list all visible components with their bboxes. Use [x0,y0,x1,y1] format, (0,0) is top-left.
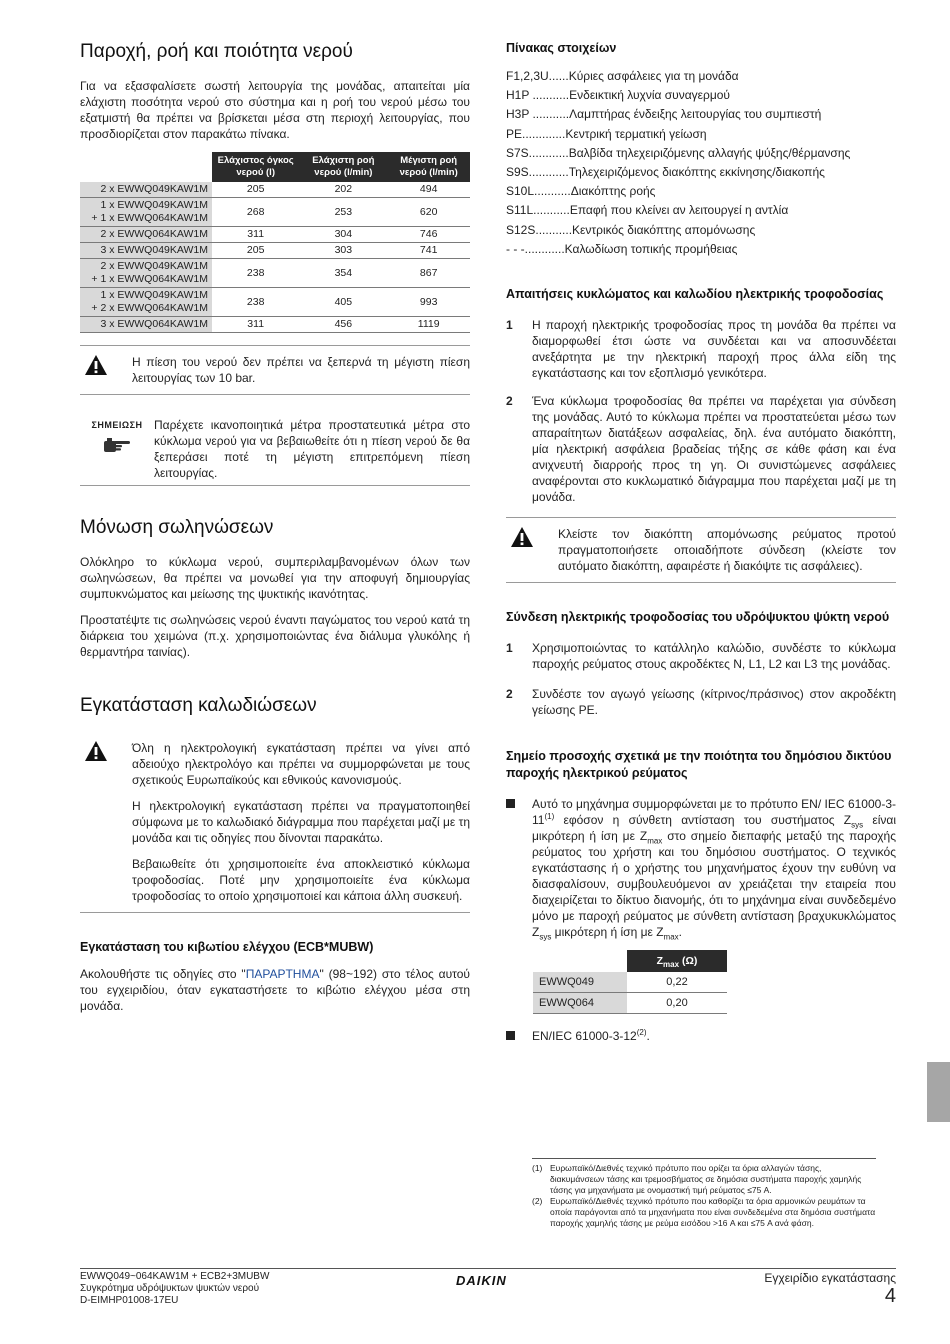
note-block [80,411,470,486]
bullet-square-icon [506,1031,515,1040]
water-table-min-flow: 456 [299,317,387,333]
zmax-value: 0,22 [627,972,727,993]
grid-text-c: είναι μικρότερη ή ίση με Z [532,812,896,843]
legend-value: Καλωδίωση τοπικής προμήθειας [564,241,738,256]
legend-item [506,202,896,221]
note-text: Παρέχετε ικανοποιητικά μέτρα προστατευτικά μέτρα στο κύκλωμα νερού για να βεβαιωθείτε ότι η πίεση νερού δε θα ξεπεράσει ποτέ τη μέγιστη επιτρεπόμενη πίεση λειτουργίας. [154,418,470,480]
header-max-flow: Μέγιστη ροή νερού (l/min) [387,152,470,182]
legend-value: Κύριες ασφάλειες για τη μονάδα [568,69,739,83]
legend-key: H3P ........... [506,107,570,122]
control-box-text-a: Ακολουθήστε τις οδηγίες στο " [80,967,246,981]
water-table-volume: 311 [212,317,299,333]
grid-text-b: εφόσον η σύνθετη αντίσταση του συστήματος Z [554,812,852,827]
left-column [80,40,470,1014]
zmax-header-empty [533,950,627,972]
water-table-row [80,317,470,333]
water-table-min-flow: 202 [299,182,387,198]
insulation-paragraph-2: Προστατέψτε τις σωληνώσεις νερού έναντι παγώματος του νερού κατά τη διάρκεια του χειμώνα (π.χ. χρησιμοποιώντας ένα διάλυμα γλυκόλης ή θερμαντήρα ταινίας). [80,613,470,659]
water-table-row [80,198,470,227]
connection-1-number: 1 [506,640,513,655]
std2-text: EN/IEC 61000-3-12 [532,1028,637,1043]
water-table-model: 2 x EWWQ049KAW1M [80,182,212,198]
wiring-warning-3: Βεβαιωθείτε ότι χρησιμοποιείτε ένα αποκλειστικό κύκλωμα τροφοδοσίας. Ποτέ μην χρησιμοποιείτε ένα κύκλωμα τροφοδοσίας το οποίο χρησιμοποιεί και κάποια άλλη συσκευή. [132,857,470,903]
water-table-volume: 268 [212,198,299,227]
water-table-model: 3 x EWWQ049KAW1M [80,243,212,259]
water-table-model: 2 x EWWQ064KAW1M [80,227,212,243]
zmax-value: 0,20 [627,992,727,1013]
std2-dot: . [646,1028,650,1043]
legend-key: S7S............ [506,145,569,160]
grid-text-d: στο σημείο διεπαφής μεταξύ της παροχής ρεύματος του χρήστη και του δημόσιου συστήματος. Ο τεχνικός εγκατάστασης ή ο χρήστης του μηχανήματος έχουν την ευθύνη να διασφαλίσουν, συμβουλευόμενοι αν χρειάζεται την εταιρεία που διαχειρίζεται το δίκτυο διανομής, ότι το μηχάνημα είναι συνδεδεμένο μόνο με παροχή ρεύματος με σύνθετη αντίσταση βραχυκυκλώματος Z [532,828,897,939]
connection-1-text: Χρησιμοποιώντας το κατάλληλο καλώδιο, συνδέστε το κύκλωμα παροχής ρεύματος στους ακροδέκτες N, L1, L2 και L3 της μονάδας. [532,640,896,671]
zmax-header-sub: max [663,959,680,969]
water-table-max-flow: 494 [387,182,470,198]
zmax-header-unit: (Ω) [679,954,698,967]
legend-value: Λαμπτήρας ένδειξης λειτουργίας του συμπιεστή [569,107,822,122]
legend-value: Κεντρικός διακόπτης απομόνωσης [572,222,756,237]
water-table-max-flow: 746 [387,227,470,243]
heading-water: Παροχή, ροή και ποιότητα νερού [80,41,353,62]
water-table-max-flow: 1119 [387,317,470,333]
insulation-paragraph-1: Ολόκληρο το κύκλωμα νερού, συμπεριλαμβανομένων όλων των σωληνώσεων, θα πρέπει να μονωθεί για την αποφυγή δημιουργίας συμπυκνώματος και μείωσης της ψυκτικής ικανότητας. [80,555,470,601]
grid-bullet-1 [506,796,896,940]
heading-connection: Σύνδεση ηλεκτρικής τροφοδοσίας του υδρόψυκτου ψύκτη νερού [506,609,890,624]
footnote-1-text: Ευρωπαϊκό/Διεθνές τεχνικό πρότυπο που ορίζει τα όρια αλλαγών τάσης, διακυμάνσεων τάσης και τρεμοσβήματος σε δημόσια συστήματα παροχής χαμηλής τάσης για μηχανήματα με ονομαστική τιμή ρεύματος ≤75 A. [550,1163,862,1195]
warning-icon [510,526,534,548]
legend-value: Τηλεχειριζόμενος διακόπτης εκκίνησης/διακοπής [568,164,825,179]
water-table-volume: 205 [212,243,299,259]
footnote-2-text: Ευρωπαϊκό/Διεθνές τεχνικό πρότυπο που καθορίζει τα όρια αρμονικών ρευμάτων τα οποία παράγονται από τα μηχανήματα που είναι συνδεδεμένα στα δημόσια συστήματα παροχής χαμηλής τάσης με ρεύμα εισόδου >16 A και ≤75 A ανά φάση. [550,1196,876,1228]
pressure-warning-text: Η πίεση του νερού δεν πρέπει να ξεπερνά τη μέγιστη πίεση λειτουργίας των 10 bar. [132,355,470,385]
water-table-volume: 205 [212,182,299,198]
note-label: ΣΗΜΕΙΩΣΗ [91,420,143,430]
footnote-2-index: (2) [532,1196,543,1206]
grid-text-e: μικρότερη ή ίση με Z [551,924,664,939]
water-table-row [80,182,470,198]
footnote-ref-1: (1) [544,811,555,821]
heading-grid-quality: Σημείο προσοχής σχετικά με την ποιότητα του δημόσιου δικτύου παροχής ηλεκτρικού ρεύματος [506,748,892,780]
heading-requirements: Απαιτήσεις κυκλώματος και καλωδίου ηλεκτρικής τροφοδοσίας [506,286,884,301]
grid-bullet-1-text [532,796,896,940]
water-table-row [80,259,470,288]
footnote-1 [532,1163,876,1196]
legend-list [506,68,896,260]
water-table-row [80,227,470,243]
zmax-model: EWWQ049 [533,972,627,993]
isolation-warning [506,517,896,583]
footer-right [764,1271,896,1307]
footer-left [80,1271,269,1307]
legend-item [506,126,896,145]
water-table-model: 3 x EWWQ064KAW1M [80,317,212,333]
connection-2-number: 2 [506,686,513,701]
footer-doc-code: D-EIMHP01008-17EU [80,1295,179,1306]
footnotes [532,1158,876,1229]
connection-1 [506,640,896,672]
water-table-max-flow: 993 [387,288,470,317]
requirement-2-text: Ένα κύκλωμα τροφοδοσίας θα πρέπει να παρέχεται για σύνδεση της μονάδας. Αυτό το κύκλωμα πρέπει να προστατεύεται μέσω των απαραίτητων διατάξεων ασφαλείας, δηλ. ένα αυτόματο διακόπτη, μία ηλεκτρική ασφάλεια βραδείας τήξης σε κάθε φάση και ένα ανιχνευτή διαρροής προς τη γη. Οι συνιστώμενες ασφάλειες αναφέρονται στο κυκλωματικό διάγραμμα που παρέχεται μαζί με τη μονάδα. [532,393,896,504]
water-table-header [80,152,470,182]
zmax-header [627,950,727,972]
heading-legend: Πίνακας στοιχείων [506,41,617,55]
grid-sub-max: max [647,836,663,846]
right-column [506,40,896,1044]
header-volume: Ελάχιστος όγκος νερού (l) [212,152,299,182]
zmax-row [533,992,727,1013]
legend-item [506,241,896,260]
water-table-volume: 238 [212,259,299,288]
zmax-model: EWWQ064 [533,992,627,1013]
heading-wiring: Εγκατάσταση καλωδιώσεων [80,695,317,716]
control-box-text-b: " (98~192) στο τέλος αυτού του εγχειριδίου, όταν εγκαταστήσετε το κιβώτιο ελέγχου μέσα στη μονάδα. [80,967,470,1013]
water-table-model: 2 x EWWQ049KAW1M + 1 x EWWQ064KAW1M [80,259,212,288]
grid-text-f: . [678,924,682,939]
water-table-body [80,182,470,333]
legend-item [506,145,896,164]
pressure-warning [80,345,470,395]
legend-key: - - -............ [506,241,565,256]
legend-item [506,68,896,87]
grid-sub-max-2: max [663,932,679,942]
page-number: 4 [884,1285,896,1307]
heading-control-box: Εγκατάσταση του κιβωτίου ελέγχου (ECB*MUBW) [80,940,374,954]
water-table-min-flow: 405 [299,288,387,317]
header-min-flow: Ελάχιστη ροή νερού (l/min) [299,152,387,182]
legend-key: S9S............ [506,164,569,179]
warning-icon [84,740,108,762]
pointing-hand-icon [102,436,132,454]
footer-product: Συγκρότημα υδρόψυκτων ψυκτών νερού [80,1283,260,1294]
water-table-min-flow: 304 [299,227,387,243]
grid-bullet-2-text [532,1028,896,1044]
wiring-warning-2: Η ηλεκτρολογική εγκατάσταση πρέπει να πραγματοποιηθεί σύμφωνα με το καλωδιακό διάγραμμα που παρέχεται μαζί με τη μονάδα και τις οδηγίες που δίνονται παρακάτω. [132,799,470,845]
legend-item [506,222,896,241]
zmax-row [533,972,727,993]
requirement-2 [506,393,896,505]
water-table-min-flow: 303 [299,243,387,259]
legend-item [506,164,896,183]
warning-icon [84,354,108,376]
water-table-max-flow: 741 [387,243,470,259]
appendix-link[interactable]: ΠΑΡΑΡΤΗΜΑ [245,967,320,981]
footer-manual-title: Εγχειρίδιο εγκατάστασης [764,1271,896,1285]
bullet-square-icon [506,799,515,808]
footnote-ref-2: (2) [636,1027,647,1037]
water-paragraph: Για να εξασφαλίσετε σωστή λειτουργία της μονάδας, απαιτείται μία ελάχιστη ποσότητα νερού στο σύστημα και η ροή του νερού μέσω του εξατμιστή θα πρέπει να βρίσκεται μέσα στη περιοχή λειτουργίας, που προσδιορίζεται στον παρακάτω πίνακα. [80,79,470,141]
requirement-1-text: Η παροχή ηλεκτρικής τροφοδοσίας προς τη μονάδα θα πρέπει να διαμορφωθεί έτσι ώστε να συνδέεται και να αποσυνδέεται ανεξάρτητα με την ηλεκτρική παροχή προς άλλα είδη της εγκατάστασης και τον εξοπλισμό γενικότερα. [532,317,896,380]
footnote-1-index: (1) [532,1163,543,1173]
legend-value: Βαλβίδα τηλεχειριζόμενης αλλαγής ψύξης/θέρμανσης [568,145,851,160]
legend-key: PE............. [506,126,566,141]
legend-value: Ενδεικτική λυχνία συναγερμού [569,88,730,103]
connection-2 [506,686,896,718]
grid-sub-sys-2: sys [539,932,552,942]
water-table-max-flow: 867 [387,259,470,288]
requirement-2-number: 2 [506,393,513,408]
page-footer [80,1268,896,1307]
water-table-model: 1 x EWWQ049KAW1M + 2 x EWWQ064KAW1M [80,288,212,317]
water-table-max-flow: 620 [387,198,470,227]
legend-key: S12S........... [506,222,573,237]
daikin-logo: DAIKIN [456,1273,507,1288]
section-tab-marker [927,1062,950,1122]
legend-key: H1P ........... [506,88,570,103]
legend-key: S11L........... [506,203,570,218]
water-table-volume: 238 [212,288,299,317]
wiring-warning [80,732,470,913]
water-table-model: 1 x EWWQ049KAW1M + 1 x EWWQ064KAW1M [80,198,212,227]
legend-value: Διακόπτης ροής [570,184,656,199]
requirement-1-number: 1 [506,317,513,332]
requirement-1 [506,317,896,381]
connection-2-text: Συνδέστε τον αγωγό γείωσης (κίτρινος/πράσινος) στον ακροδέκτη γείωσης PE. [532,686,896,717]
legend-value: Κεντρική τερματική γείωση [565,126,707,141]
heading-insulation: Μόνωση σωληνώσεων [80,517,274,538]
grid-text-a: Αυτό το μηχάνημα συμμορφώνεται με το πρότυπο EN/ IEC 61000-3-11 [532,796,896,827]
water-table-row [80,288,470,317]
legend-key: S10L........... [506,184,571,199]
footer-model: EWWQ049~064KAW1M + ECB2+3MUBW [80,1271,270,1282]
legend-item [506,87,896,106]
legend-value: Επαφή που κλείνει αν λειτουργεί η αντλία [569,203,789,218]
water-table [80,152,470,333]
control-box-paragraph [80,966,470,1014]
footnote-2 [532,1196,876,1229]
grid-bullet-2 [506,1028,896,1044]
legend-item [506,183,896,202]
legend-item [506,106,896,125]
water-table-row [80,243,470,259]
water-table-min-flow: 253 [299,198,387,227]
water-table-min-flow: 354 [299,259,387,288]
zmax-table [533,950,727,1014]
legend-key: F1,2,3U...... [506,69,569,83]
wiring-warning-1: Όλη η ηλεκτρολογική εγκατάσταση πρέπει να γίνει από αδειούχο ηλεκτρολόγο και πρέπει να συμμορφώνεται με τους σχετικούς Ευρωπαϊκούς και εθνικούς κανονισμούς. [132,741,470,787]
water-table-volume: 311 [212,227,299,243]
zmax-header-z: Z [656,954,664,967]
grid-sub-sys: sys [851,820,864,830]
isolation-warning-text: Κλείστε τον διακόπτη απομόνωσης ρεύματος προτού πραγματοποιήσετε οποιαδήποτε σύνδεση (κλείστε τον αυτόματο διακόπτη, αφαιρέστε ή διακόψτε τις ασφάλειες). [558,526,896,573]
header-model [80,152,212,182]
